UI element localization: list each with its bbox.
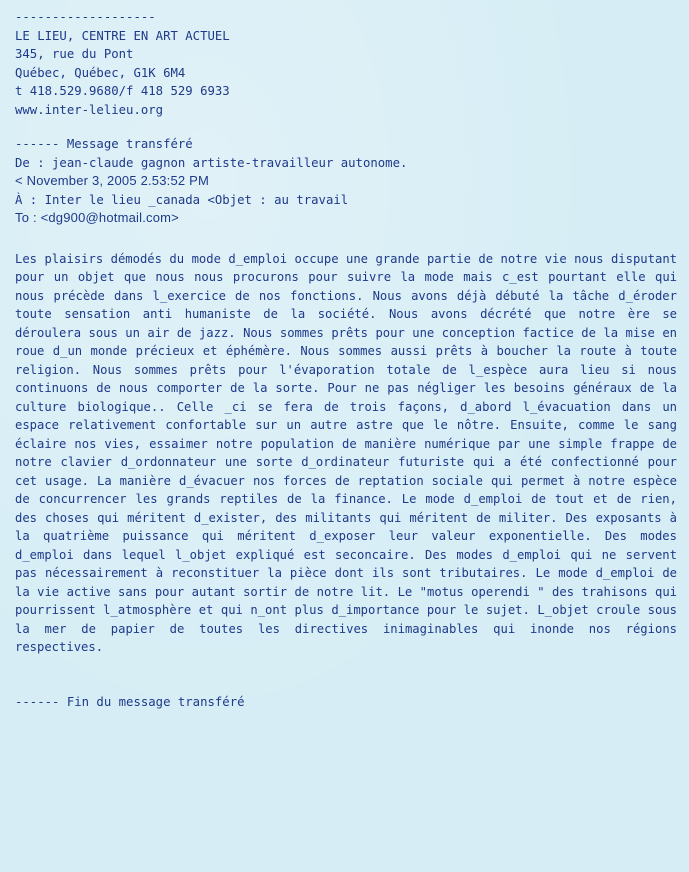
website-url[interactable]: www.inter-lelieu.org [15,102,164,117]
date-line: < November 3, 2005 2.53:52 PM [15,173,210,188]
from-line: De : jean-claude gagnon artiste-travailleur autonome. [15,155,408,170]
to-line: To : <dg900@hotmail.com> [15,210,179,225]
city-address: Québec, Québec, G1K 6M4 [15,65,186,80]
signature-separator: ------------------- [15,10,156,24]
to-subject-line: À : Inter le lieu _canada <Objet : au travail [15,192,349,207]
website-link[interactable] [15,101,677,120]
message-body: Les plaisirs démodés du mode d_emploi occupe une grande partie de notre vie nous disputant pour un objet que nous nous procurons pour suivre la mode mais c_est pourtant elle qui nous précède dans l_exercice de nos fonctions. Nous avons déjà débuté la tâche d_éroder toute sensation anti humaniste de la société. Nous avons décrété que notre ère se déroulera sous un air de jazz. Nous sommes prêts pour une conception factice de la mise en roue d_un monde précieux et éphémère. Nous sommes aussi prêts à boucher la route à toute religion. Nous sommes prêts pour l'évaporation totale de l_espèce aura lieu si nous continuons de nous comporter de la sorte. Pour ne pas négliger les besoins généraux de la culture biologique.. Celle _ci se fera de trois façons, d_abord l_évacuation dans un espace relativement confortable sur un autre astre que le nôtre. Ensuite, comme le sang éclaire nos vies, essaimer notre population de manière numérique par une simple frappe de notre clavier d_ordonnateur une sorte d_ordinateur futuriste qui a été confectionné pour cet usage. La manière d_évacuer nos forces de reptation sociale qui permet à notre espèce de concurrencer les grands reptiles de la finance. Le mode d_emploi de tout et de rien, des choses qui méritent d_exister, des militants qui méritent de militer. Des exposants à la quatrième puissance qui méritent d_exposer leur valeur exponentielle. Des modes d_emploi dans lequel l_objet expliqué est seconcaire. Des modes d_emploi qui ne servent pas nécessairement à reconstituer la pièce dont ils sont tributaires. Le mode d_emploi de la vie active sans pour autant sortir de notre lit. Le "motus operendi " des trahisons qui pourrissent l_atmosphère et qui n_ont plus d_importance pour le sujet. L_objet croule sous la mer de papier de toutes les directives inimaginables qui inonde nos régions respectives. [15,251,677,654]
forward-footer: ------ Fin du message transféré [15,694,245,709]
signature-block [15,8,677,119]
forward-header-block [15,135,677,228]
forward-header: ------ Message transféré [15,137,193,151]
street-address: 345, rue du Pont [15,47,134,61]
organization-name: LE LIEU, CENTRE EN ART ACTUEL [15,28,230,43]
phone-fax: t 418.529.9680/f 418 529 6933 [15,84,230,98]
